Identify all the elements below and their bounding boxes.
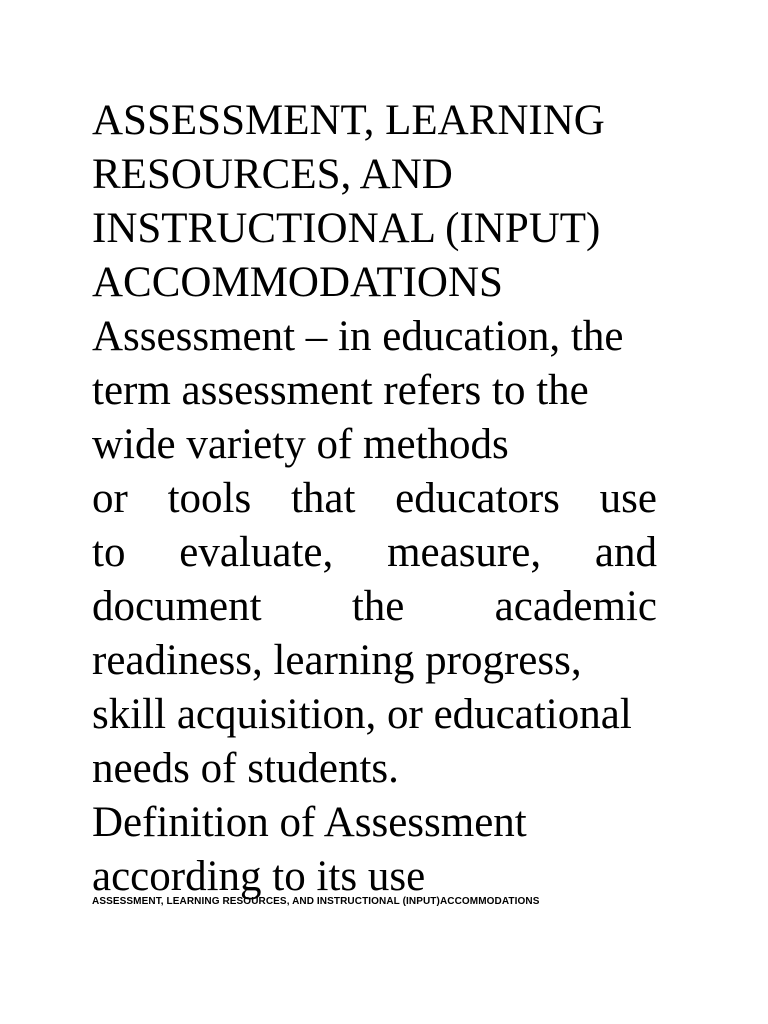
body-line: readiness, learning progress,	[92, 637, 582, 684]
document-title	[92, 94, 657, 310]
body-line: to evaluate, measure, and	[92, 529, 657, 576]
title-line: INSTRUCTIONAL (INPUT)	[92, 205, 601, 252]
body-line: Assessment – in education, the	[92, 313, 624, 360]
body-line: wide variety of methods	[92, 421, 509, 468]
subheading	[92, 796, 657, 904]
subheading-line: according to its use	[92, 853, 426, 900]
title-line: RESOURCES, AND	[92, 151, 453, 198]
body-line: document the academic	[92, 583, 657, 630]
title-line: ASSESSMENT, LEARNING	[92, 97, 605, 144]
page-content	[92, 94, 657, 904]
body-line: skill acquisition, or educational	[92, 691, 632, 738]
assessment-definition-paragraph	[92, 310, 657, 796]
page-footer: ASSESSMENT, LEARNING RESOURCES, AND INSTRUCTIONAL (INPUT)ACCOMMODATIONS	[92, 896, 540, 907]
body-line: term assessment refers to the	[92, 367, 589, 414]
body-line: or tools that educators use	[92, 475, 657, 522]
body-line: needs of students.	[92, 745, 399, 792]
title-line: ACCOMMODATIONS	[92, 259, 503, 306]
subheading-line: Definition of Assessment	[92, 799, 527, 846]
